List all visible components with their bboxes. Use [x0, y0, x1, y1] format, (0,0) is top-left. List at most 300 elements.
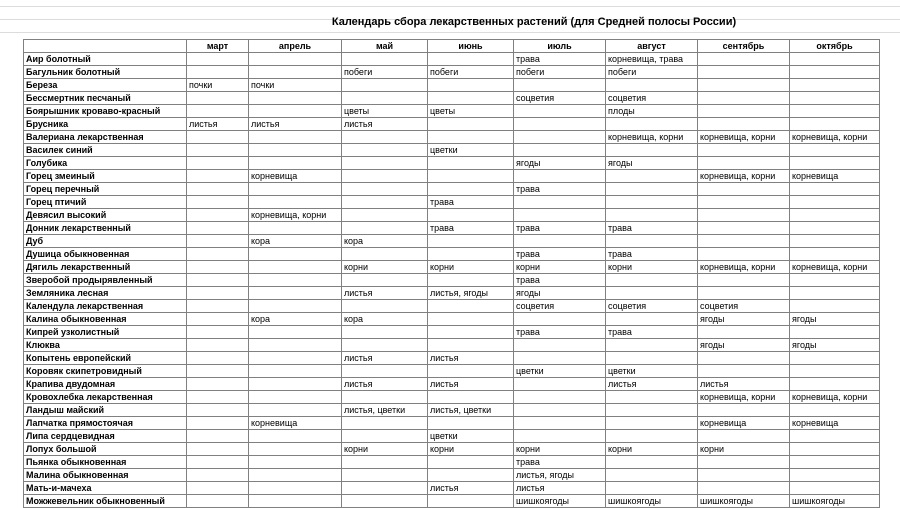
harvest-cell[interactable]: трава [514, 53, 606, 66]
harvest-cell[interactable]: цветы [342, 105, 428, 118]
harvest-cell[interactable]: почки [249, 79, 342, 92]
harvest-cell[interactable] [428, 248, 514, 261]
harvest-cell[interactable]: трава [514, 248, 606, 261]
harvest-cell[interactable] [342, 79, 428, 92]
harvest-cell[interactable]: ягоды [790, 313, 880, 326]
harvest-cell[interactable] [342, 326, 428, 339]
harvest-cell[interactable] [698, 92, 790, 105]
harvest-cell[interactable] [790, 404, 880, 417]
harvest-cell[interactable] [790, 157, 880, 170]
harvest-cell[interactable]: корневища, корни [790, 131, 880, 144]
harvest-cell[interactable] [249, 430, 342, 443]
harvest-cell[interactable]: трава [606, 248, 698, 261]
harvest-cell[interactable]: трава [428, 196, 514, 209]
harvest-cell[interactable] [790, 118, 880, 131]
harvest-cell[interactable]: корневища, корни [606, 131, 698, 144]
harvest-cell[interactable]: побеги [428, 66, 514, 79]
header-corner-cell[interactable] [24, 40, 187, 53]
harvest-cell[interactable] [698, 183, 790, 196]
harvest-cell[interactable] [249, 274, 342, 287]
harvest-cell[interactable] [187, 378, 249, 391]
harvest-cell[interactable] [790, 144, 880, 157]
harvest-cell[interactable]: побеги [342, 66, 428, 79]
plant-name-cell[interactable]: Бессмертник песчаный [24, 92, 187, 105]
harvest-cell[interactable] [428, 300, 514, 313]
harvest-cell[interactable] [428, 391, 514, 404]
harvest-cell[interactable]: листья [514, 482, 606, 495]
harvest-cell[interactable]: корни [514, 261, 606, 274]
harvest-cell[interactable]: листья [606, 378, 698, 391]
harvest-cell[interactable] [428, 274, 514, 287]
plant-name-cell[interactable]: Аир болотный [24, 53, 187, 66]
harvest-cell[interactable]: цветы [428, 105, 514, 118]
plant-name-cell[interactable]: Можжевельник обыкновенный [24, 495, 187, 508]
harvest-cell[interactable] [342, 274, 428, 287]
harvest-cell[interactable] [187, 144, 249, 157]
harvest-cell[interactable] [514, 131, 606, 144]
month-header-cell[interactable]: сентябрь [698, 40, 790, 53]
harvest-cell[interactable] [428, 326, 514, 339]
plant-name-cell[interactable]: Василек синий [24, 144, 187, 157]
harvest-cell[interactable] [606, 404, 698, 417]
plant-name-cell[interactable]: Девясил высокий [24, 209, 187, 222]
harvest-cell[interactable] [342, 157, 428, 170]
harvest-cell[interactable]: листья, цветки [428, 404, 514, 417]
harvest-cell[interactable] [514, 196, 606, 209]
harvest-cell[interactable] [249, 92, 342, 105]
harvest-cell[interactable] [249, 222, 342, 235]
harvest-cell[interactable] [249, 456, 342, 469]
harvest-cell[interactable] [514, 352, 606, 365]
harvest-cell[interactable] [428, 183, 514, 196]
harvest-cell[interactable] [187, 209, 249, 222]
harvest-cell[interactable] [187, 183, 249, 196]
harvest-cell[interactable] [249, 391, 342, 404]
harvest-cell[interactable] [606, 482, 698, 495]
harvest-cell[interactable]: корни [606, 443, 698, 456]
plant-name-cell[interactable]: Горец змеиный [24, 170, 187, 183]
harvest-cell[interactable] [249, 469, 342, 482]
harvest-cell[interactable] [790, 482, 880, 495]
harvest-cell[interactable] [342, 469, 428, 482]
harvest-cell[interactable] [698, 79, 790, 92]
harvest-cell[interactable] [187, 456, 249, 469]
harvest-cell[interactable] [790, 53, 880, 66]
harvest-cell[interactable]: корневища [790, 170, 880, 183]
harvest-cell[interactable]: плоды [606, 105, 698, 118]
harvest-cell[interactable] [698, 274, 790, 287]
harvest-cell[interactable] [790, 365, 880, 378]
harvest-cell[interactable] [790, 183, 880, 196]
harvest-cell[interactable] [249, 196, 342, 209]
harvest-cell[interactable]: корневища, корни [698, 261, 790, 274]
plant-name-cell[interactable]: Кипрей узколистный [24, 326, 187, 339]
harvest-cell[interactable] [187, 274, 249, 287]
harvest-cell[interactable] [249, 443, 342, 456]
harvest-cell[interactable] [606, 144, 698, 157]
harvest-cell[interactable] [187, 170, 249, 183]
harvest-cell[interactable]: корни [514, 443, 606, 456]
harvest-cell[interactable] [187, 469, 249, 482]
harvest-cell[interactable]: корневища, корни [698, 131, 790, 144]
plant-name-cell[interactable]: Кровохлебка лекарственная [24, 391, 187, 404]
harvest-cell[interactable]: листья [342, 287, 428, 300]
harvest-cell[interactable]: листья [342, 378, 428, 391]
harvest-cell[interactable] [187, 404, 249, 417]
harvest-cell[interactable] [342, 417, 428, 430]
harvest-cell[interactable] [249, 404, 342, 417]
harvest-cell[interactable] [187, 287, 249, 300]
harvest-cell[interactable]: кора [342, 313, 428, 326]
plant-name-cell[interactable]: Липа сердцевидная [24, 430, 187, 443]
harvest-cell[interactable] [187, 66, 249, 79]
harvest-cell[interactable] [606, 339, 698, 352]
harvest-cell[interactable]: корневища, корни [249, 209, 342, 222]
harvest-cell[interactable] [342, 170, 428, 183]
harvest-cell[interactable]: листья, ягоды [428, 287, 514, 300]
harvest-cell[interactable]: корневища [249, 170, 342, 183]
harvest-cell[interactable]: кора [249, 235, 342, 248]
harvest-cell[interactable] [790, 79, 880, 92]
harvest-cell[interactable]: листья [342, 118, 428, 131]
harvest-cell[interactable] [698, 235, 790, 248]
harvest-cell[interactable]: корневища, корни [790, 391, 880, 404]
harvest-cell[interactable] [428, 456, 514, 469]
harvest-cell[interactable] [606, 417, 698, 430]
month-header-cell[interactable]: май [342, 40, 428, 53]
harvest-cell[interactable] [187, 261, 249, 274]
harvest-cell[interactable]: почки [187, 79, 249, 92]
plant-name-cell[interactable]: Лопух большой [24, 443, 187, 456]
harvest-cell[interactable] [428, 339, 514, 352]
harvest-cell[interactable] [428, 209, 514, 222]
harvest-cell[interactable]: корневища, корни [790, 261, 880, 274]
plant-name-cell[interactable]: Валериана лекарственная [24, 131, 187, 144]
harvest-cell[interactable] [790, 456, 880, 469]
harvest-cell[interactable] [428, 53, 514, 66]
harvest-cell[interactable] [249, 144, 342, 157]
harvest-cell[interactable]: корни [606, 261, 698, 274]
harvest-cell[interactable] [428, 313, 514, 326]
harvest-cell[interactable] [514, 430, 606, 443]
harvest-cell[interactable] [606, 196, 698, 209]
harvest-cell[interactable] [342, 92, 428, 105]
harvest-cell[interactable] [187, 313, 249, 326]
harvest-cell[interactable] [698, 287, 790, 300]
harvest-cell[interactable] [514, 170, 606, 183]
plant-name-cell[interactable]: Календула лекарственная [24, 300, 187, 313]
harvest-cell[interactable]: листья [249, 118, 342, 131]
harvest-cell[interactable] [698, 222, 790, 235]
harvest-cell[interactable] [790, 300, 880, 313]
harvest-cell[interactable] [606, 274, 698, 287]
month-header-cell[interactable]: апрель [249, 40, 342, 53]
harvest-cell[interactable]: листья [187, 118, 249, 131]
plant-name-cell[interactable]: Земляника лесная [24, 287, 187, 300]
harvest-cell[interactable]: трава [606, 326, 698, 339]
harvest-cell[interactable] [514, 144, 606, 157]
month-header-cell[interactable]: июнь [428, 40, 514, 53]
harvest-cell[interactable] [249, 365, 342, 378]
harvest-cell[interactable] [606, 430, 698, 443]
harvest-cell[interactable]: шишкоягоды [698, 495, 790, 508]
harvest-cell[interactable] [249, 495, 342, 508]
harvest-cell[interactable]: листья [428, 352, 514, 365]
plant-name-cell[interactable]: Малина обыкновенная [24, 469, 187, 482]
harvest-cell[interactable] [249, 339, 342, 352]
harvest-cell[interactable] [342, 209, 428, 222]
harvest-cell[interactable]: ягоды [514, 287, 606, 300]
plant-name-cell[interactable]: Брусника [24, 118, 187, 131]
harvest-cell[interactable]: трава [606, 222, 698, 235]
harvest-cell[interactable] [187, 326, 249, 339]
harvest-cell[interactable] [790, 105, 880, 118]
month-header-cell[interactable]: октябрь [790, 40, 880, 53]
harvest-cell[interactable] [698, 469, 790, 482]
harvest-cell[interactable] [698, 53, 790, 66]
harvest-cell[interactable]: соцветия [698, 300, 790, 313]
harvest-cell[interactable]: трава [428, 222, 514, 235]
harvest-cell[interactable]: побеги [606, 66, 698, 79]
harvest-cell[interactable] [342, 365, 428, 378]
harvest-cell[interactable] [187, 365, 249, 378]
harvest-cell[interactable]: кора [249, 313, 342, 326]
harvest-cell[interactable] [249, 287, 342, 300]
harvest-cell[interactable] [698, 430, 790, 443]
harvest-cell[interactable] [606, 209, 698, 222]
harvest-cell[interactable] [790, 248, 880, 261]
harvest-cell[interactable] [249, 378, 342, 391]
plant-name-cell[interactable]: Лапчатка прямостоячая [24, 417, 187, 430]
harvest-cell[interactable] [187, 300, 249, 313]
harvest-cell[interactable] [514, 378, 606, 391]
harvest-cell[interactable] [187, 391, 249, 404]
harvest-cell[interactable] [249, 66, 342, 79]
harvest-cell[interactable] [187, 196, 249, 209]
harvest-cell[interactable] [342, 131, 428, 144]
harvest-cell[interactable]: соцветия [514, 300, 606, 313]
harvest-cell[interactable]: листья, цветки [342, 404, 428, 417]
harvest-cell[interactable]: цветки [428, 430, 514, 443]
harvest-cell[interactable] [249, 105, 342, 118]
harvest-cell[interactable]: трава [514, 274, 606, 287]
harvest-cell[interactable] [342, 430, 428, 443]
harvest-cell[interactable] [187, 157, 249, 170]
harvest-cell[interactable]: ягоды [606, 157, 698, 170]
month-header-cell[interactable]: август [606, 40, 698, 53]
harvest-cell[interactable]: ягоды [790, 339, 880, 352]
harvest-cell[interactable]: трава [514, 222, 606, 235]
plant-name-cell[interactable]: Мать-и-мачеха [24, 482, 187, 495]
harvest-cell[interactable]: ягоды [698, 339, 790, 352]
harvest-cell[interactable] [187, 222, 249, 235]
harvest-cell[interactable]: корни [428, 261, 514, 274]
harvest-cell[interactable]: кора [342, 235, 428, 248]
harvest-cell[interactable] [698, 144, 790, 157]
harvest-cell[interactable] [698, 456, 790, 469]
plant-name-cell[interactable]: Донник лекарственный [24, 222, 187, 235]
harvest-cell[interactable] [428, 131, 514, 144]
harvest-cell[interactable] [790, 378, 880, 391]
harvest-cell[interactable] [790, 196, 880, 209]
harvest-cell[interactable] [428, 235, 514, 248]
harvest-cell[interactable] [514, 339, 606, 352]
plant-name-cell[interactable]: Голубика [24, 157, 187, 170]
harvest-cell[interactable] [606, 79, 698, 92]
harvest-cell[interactable] [342, 144, 428, 157]
harvest-cell[interactable] [249, 261, 342, 274]
harvest-cell[interactable] [428, 118, 514, 131]
harvest-cell[interactable] [790, 66, 880, 79]
harvest-cell[interactable] [514, 404, 606, 417]
harvest-cell[interactable] [428, 92, 514, 105]
harvest-cell[interactable] [187, 92, 249, 105]
plant-name-cell[interactable]: Багульник болотный [24, 66, 187, 79]
harvest-cell[interactable] [790, 443, 880, 456]
harvest-cell[interactable] [342, 183, 428, 196]
month-header-cell[interactable]: март [187, 40, 249, 53]
plant-name-cell[interactable]: Калина обыкновенная [24, 313, 187, 326]
harvest-cell[interactable] [342, 339, 428, 352]
harvest-cell[interactable] [790, 430, 880, 443]
harvest-cell[interactable] [698, 365, 790, 378]
harvest-cell[interactable] [514, 105, 606, 118]
plant-name-cell[interactable]: Ландыш майский [24, 404, 187, 417]
harvest-cell[interactable]: цветки [428, 144, 514, 157]
harvest-cell[interactable] [790, 352, 880, 365]
harvest-cell[interactable] [698, 352, 790, 365]
harvest-cell[interactable] [187, 131, 249, 144]
harvest-cell[interactable]: листья [428, 378, 514, 391]
plant-name-cell[interactable]: Крапива двудомная [24, 378, 187, 391]
harvest-cell[interactable]: соцветия [514, 92, 606, 105]
harvest-cell[interactable] [342, 300, 428, 313]
harvest-cell[interactable] [606, 352, 698, 365]
harvest-cell[interactable] [698, 209, 790, 222]
harvest-cell[interactable] [698, 326, 790, 339]
harvest-cell[interactable]: листья [698, 378, 790, 391]
harvest-cell[interactable] [187, 235, 249, 248]
harvest-cell[interactable] [342, 196, 428, 209]
harvest-cell[interactable]: корневища [698, 417, 790, 430]
harvest-cell[interactable]: корневища, трава [606, 53, 698, 66]
harvest-cell[interactable]: шишкоягоды [514, 495, 606, 508]
harvest-cell[interactable] [428, 417, 514, 430]
harvest-cell[interactable] [187, 495, 249, 508]
harvest-cell[interactable] [790, 326, 880, 339]
plant-name-cell[interactable]: Горец птичий [24, 196, 187, 209]
harvest-cell[interactable] [342, 456, 428, 469]
harvest-cell[interactable] [428, 170, 514, 183]
harvest-cell[interactable] [514, 391, 606, 404]
harvest-cell[interactable]: цветки [514, 365, 606, 378]
harvest-cell[interactable]: листья [428, 482, 514, 495]
harvest-cell[interactable] [606, 391, 698, 404]
harvest-cell[interactable] [698, 248, 790, 261]
harvest-cell[interactable] [187, 443, 249, 456]
harvest-cell[interactable] [606, 235, 698, 248]
month-header-cell[interactable]: июль [514, 40, 606, 53]
plant-name-cell[interactable]: Копытень европейский [24, 352, 187, 365]
harvest-cell[interactable]: ягоды [514, 157, 606, 170]
harvest-cell[interactable] [606, 287, 698, 300]
harvest-cell[interactable]: корни [428, 443, 514, 456]
harvest-cell[interactable] [606, 118, 698, 131]
harvest-cell[interactable]: трава [514, 326, 606, 339]
harvest-cell[interactable]: корни [342, 261, 428, 274]
harvest-cell[interactable] [428, 157, 514, 170]
harvest-cell[interactable] [342, 248, 428, 261]
harvest-cell[interactable] [698, 66, 790, 79]
harvest-cell[interactable] [428, 469, 514, 482]
harvest-cell[interactable] [698, 404, 790, 417]
plant-name-cell[interactable]: Дягиль лекарственный [24, 261, 187, 274]
plant-name-cell[interactable]: Береза [24, 79, 187, 92]
harvest-cell[interactable] [790, 274, 880, 287]
harvest-cell[interactable] [249, 326, 342, 339]
harvest-cell[interactable] [514, 118, 606, 131]
harvest-cell[interactable] [187, 417, 249, 430]
harvest-cell[interactable] [249, 482, 342, 495]
harvest-cell[interactable] [606, 313, 698, 326]
plant-name-cell[interactable]: Коровяк скипетровидный [24, 365, 187, 378]
harvest-cell[interactable] [428, 495, 514, 508]
harvest-cell[interactable] [187, 482, 249, 495]
harvest-cell[interactable]: корневища, корни [698, 170, 790, 183]
plant-name-cell[interactable]: Зверобой продырявленный [24, 274, 187, 287]
harvest-cell[interactable] [249, 248, 342, 261]
harvest-cell[interactable] [698, 196, 790, 209]
harvest-cell[interactable] [698, 482, 790, 495]
harvest-cell[interactable] [342, 482, 428, 495]
harvest-cell[interactable] [790, 469, 880, 482]
harvest-cell[interactable]: листья, ягоды [514, 469, 606, 482]
harvest-cell[interactable]: трава [514, 183, 606, 196]
harvest-cell[interactable] [514, 313, 606, 326]
harvest-cell[interactable] [790, 287, 880, 300]
harvest-cell[interactable] [342, 495, 428, 508]
harvest-cell[interactable] [187, 105, 249, 118]
harvest-cell[interactable]: корневища [790, 417, 880, 430]
plant-name-cell[interactable]: Клюква [24, 339, 187, 352]
harvest-cell[interactable] [606, 469, 698, 482]
harvest-cell[interactable] [790, 235, 880, 248]
harvest-cell[interactable] [606, 456, 698, 469]
harvest-cell[interactable] [187, 352, 249, 365]
plant-name-cell[interactable]: Горец перечный [24, 183, 187, 196]
harvest-cell[interactable] [514, 209, 606, 222]
plant-name-cell[interactable]: Боярышник кроваво-красный [24, 105, 187, 118]
harvest-cell[interactable]: корни [342, 443, 428, 456]
plant-name-cell[interactable]: Душица обыкновенная [24, 248, 187, 261]
plant-name-cell[interactable]: Дуб [24, 235, 187, 248]
harvest-cell[interactable] [698, 118, 790, 131]
harvest-cell[interactable] [249, 300, 342, 313]
harvest-cell[interactable] [428, 79, 514, 92]
harvest-cell[interactable]: соцветия [606, 92, 698, 105]
harvest-cell[interactable] [698, 157, 790, 170]
harvest-cell[interactable] [790, 209, 880, 222]
harvest-cell[interactable] [606, 170, 698, 183]
harvest-cell[interactable] [249, 352, 342, 365]
harvest-cell[interactable]: цветки [606, 365, 698, 378]
harvest-cell[interactable]: корневища [249, 417, 342, 430]
harvest-cell[interactable]: трава [514, 456, 606, 469]
harvest-cell[interactable]: соцветия [606, 300, 698, 313]
harvest-cell[interactable] [606, 183, 698, 196]
harvest-cell[interactable] [514, 235, 606, 248]
harvest-cell[interactable]: ягоды [698, 313, 790, 326]
